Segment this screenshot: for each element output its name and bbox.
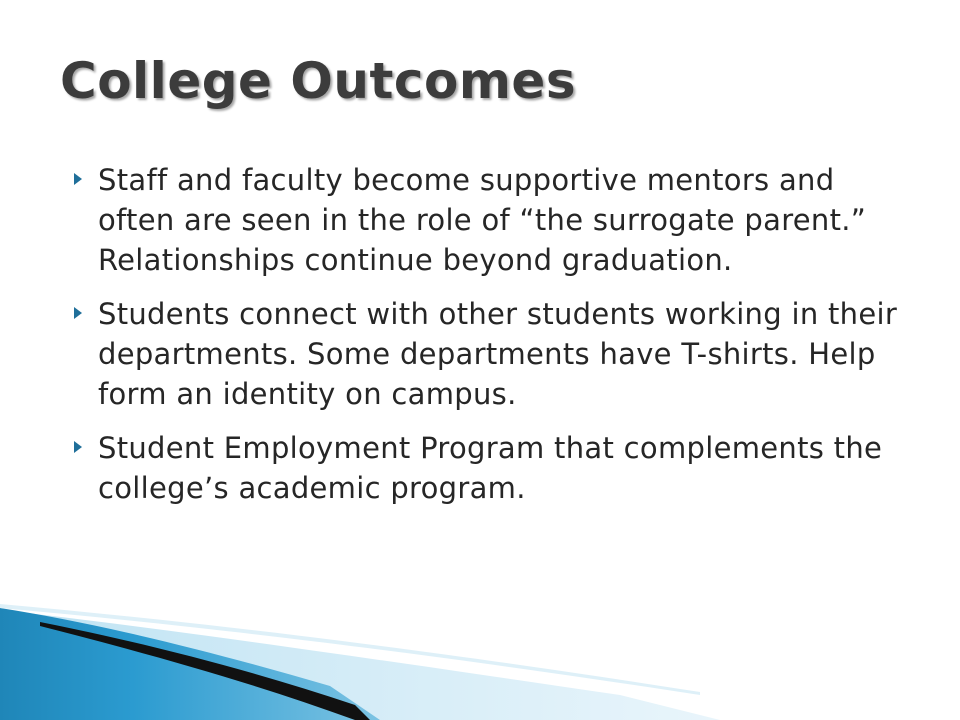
- bullet-text: Staff and faculty become supportive mentors and often are seen in the role of “the surrogate parent.” Relationships continue beyond graduation.: [98, 163, 867, 277]
- list-item: [70, 294, 920, 414]
- bullet-text: Student Employment Program that complements the college’s academic program.: [98, 431, 883, 505]
- bullet-list: [70, 160, 920, 522]
- list-item: [70, 160, 920, 280]
- list-item: [70, 428, 920, 508]
- triangle-right-icon: [70, 294, 98, 334]
- triangle-right-icon: [70, 160, 98, 200]
- decorative-wave-band: [0, 600, 960, 720]
- triangle-right-icon: [70, 428, 98, 468]
- slide-title: College Outcomes: [60, 52, 577, 110]
- bullet-text: Students connect with other students working in their departments. Some departments have T-shirts. Help form an identity on campus.: [98, 297, 898, 411]
